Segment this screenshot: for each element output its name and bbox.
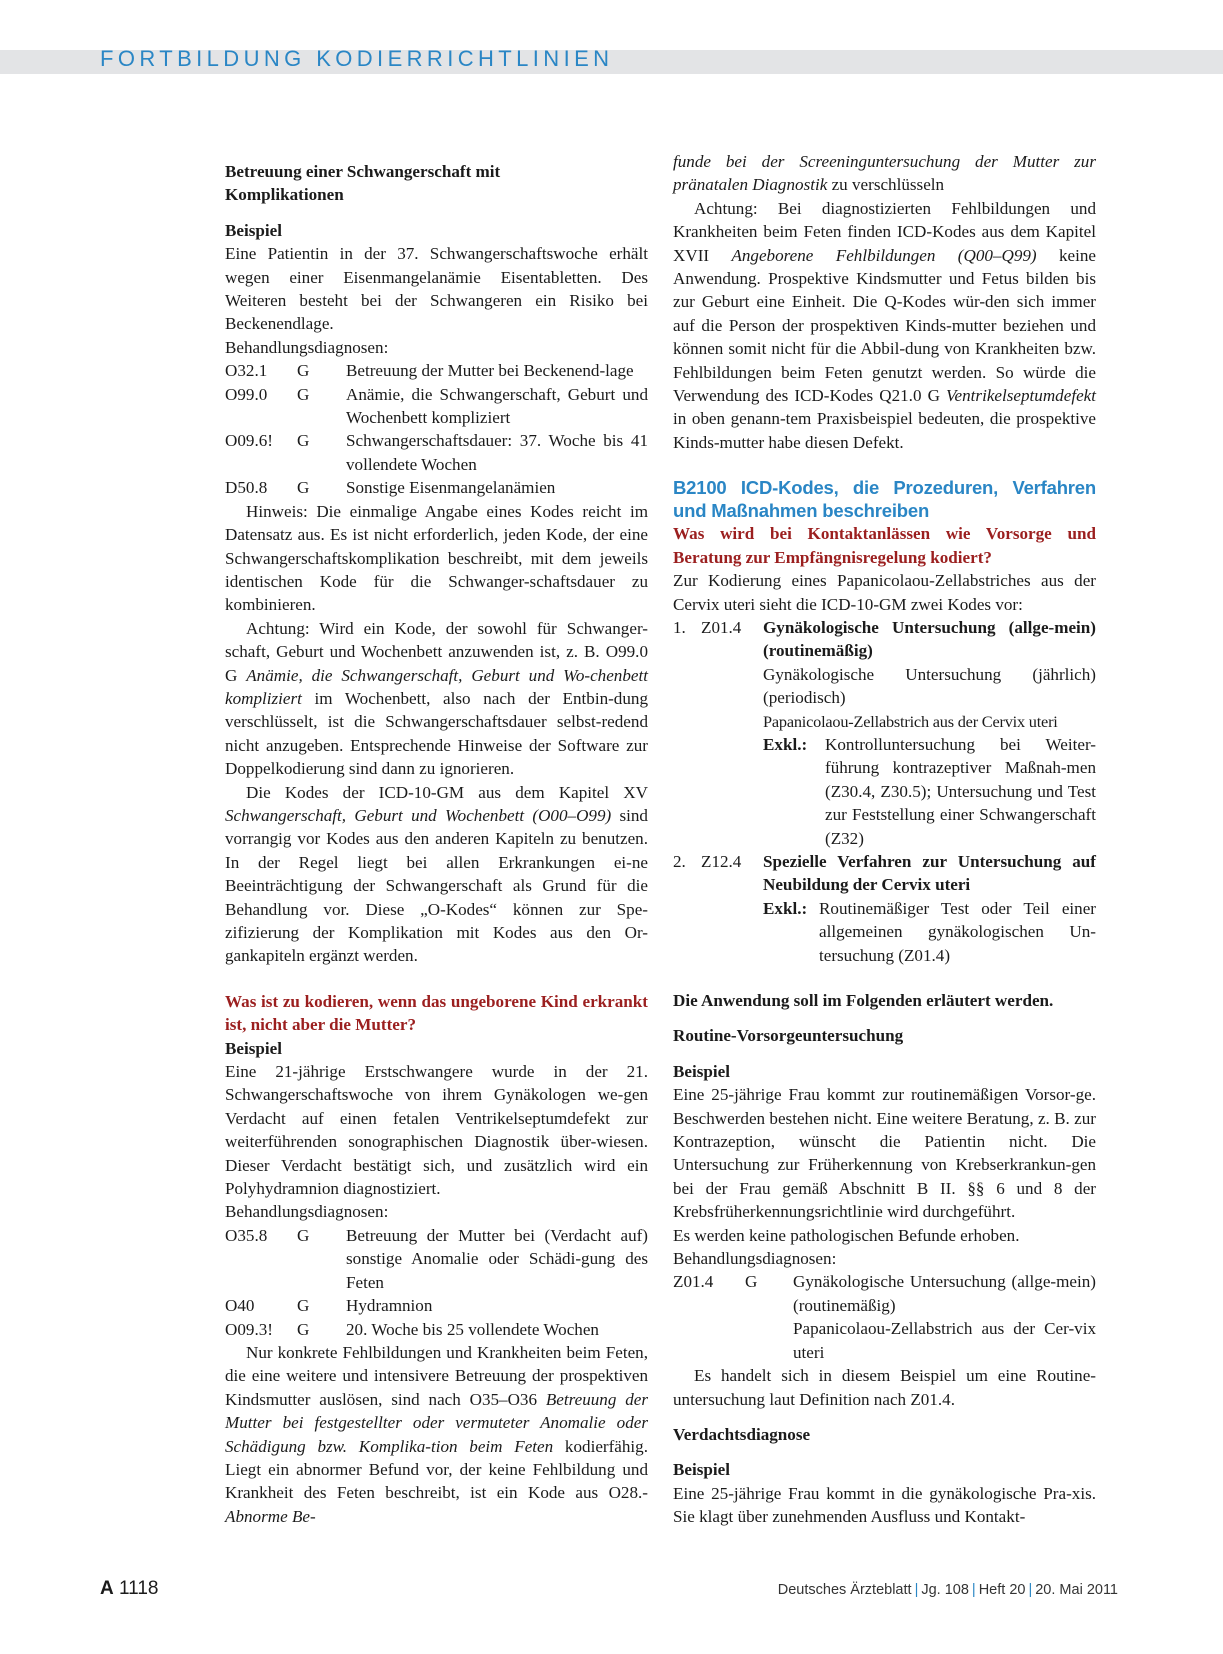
text-run: keine Anwendung. Prospektive Kindsmutter und Fetus bilden bis zur Geburt eine Einheit. Die Q-Kodes wür-den sich immer auf die Person der prospektiven Kinds-mutter beziehen und können somit nicht für die Abbil-dung von Krankheiten bzw. Fehlbildungen beim Feten genutzt werden. So würde die Verwendung des ICD-Kodes Q21.0 G <box>673 245 1096 406</box>
inclusion-line: Papanicolaou-Zellabstrich aus der Cervix uteri <box>763 711 1058 731</box>
diagnosis-code: Z01.4 <box>673 1272 714 1292</box>
example-label: Beispiel <box>673 1061 730 1081</box>
question-heading: Was wird bei Kontaktanlässen wie Vorsorge und Beratung zur Empfängnisregelung kodiert? <box>673 524 1096 567</box>
list-number: 1. <box>673 617 686 637</box>
icd-title: Gynäkologische Untersuchung (allge-mein) (routinemäßig) <box>763 617 1096 661</box>
icd-code: Z01.4 <box>701 617 742 637</box>
exclusion <box>763 733 1096 850</box>
diagnosis-flag: G <box>297 1319 310 1339</box>
italic-run: Abnorme Be- <box>225 1506 316 1526</box>
diagnosis-code: O40 <box>225 1296 255 1316</box>
icd-code: Z12.4 <box>701 851 742 871</box>
italic-run: Betreuung der Mutter bei festgestellter oder vermuteter Anomalie oder Schädigung bzw. Komplika-tion beim Feten <box>225 1389 648 1456</box>
bold-statement: Die Anwendung soll im Folgenden erläutert werden. <box>673 991 1054 1010</box>
diagnoses-label: Behandlungsdiagnosen: <box>225 1202 389 1222</box>
diagnosis-row <box>225 1318 648 1341</box>
text-run: zu verschlüsseln <box>827 175 945 195</box>
paragraph <box>225 1341 648 1528</box>
icd-exclusions <box>673 897 1096 967</box>
exclusion-label: Exkl.: <box>763 898 808 918</box>
diagnosis-text: Sonstige Eisenmangelanämien <box>346 478 556 498</box>
italic-run: funde bei der Screeninguntersuchung der Mutter zur pränatalen Diagnostik <box>673 152 1096 195</box>
right-column <box>673 150 1096 1529</box>
paragraph: Eine 21-jährige Erstschwangere wurde in der 21. Schwangerschaftswoche von ihrem Gynäkologen we-gen Verdacht auf einen fetalen Ventrikelseptumdefekt zur weiterführenden sonographischen Diagnostik über-wiesen. Dieser Verdacht bestätigt sich, und zusätzlich wird ein Polyhydramnion diagnostiziert. <box>225 1062 648 1199</box>
separator: | <box>971 1582 976 1598</box>
paragraph: Eine Patientin in der 37. Schwangerschaftswoche erhält wegen einer Eisenmangelanämie Eisentabletten. Des Weiteren besteht bei der Schwangeren ein Risiko bei Beckenendlage. <box>225 244 648 334</box>
italic-run: Schwangerschaft, Geburt und Wochenbett (O00–O99) <box>225 805 612 825</box>
diagnosis-code: O09.3! <box>225 1319 273 1339</box>
italic-run: Ventrikelseptumdefekt <box>946 386 1096 406</box>
text-run: im Wochenbett, also nach der Entbin-dung verschlüsselt, ist die Schwangerschaftsdauer selbst-redend nicht anzugeben. Entsprechende Hinweise der Software zur Doppelkodierung sind dann zu ignorieren. <box>225 688 648 779</box>
section-heading <box>225 160 648 207</box>
journal-issue: Heft 20 <box>978 1582 1026 1598</box>
text-run: Achtung: Wird ein Kode, der sowohl für Schwanger-schaft, Geburt und Wochenbett anzuwenden ist, z. B. O99.0 G <box>225 618 648 685</box>
diagnosis-flag: G <box>297 384 310 404</box>
diagnosis-text <box>793 1270 1096 1364</box>
icd-code-entry <box>673 616 1096 663</box>
paragraph: Es werden keine pathologischen Befunde erhoben. <box>673 1225 1020 1245</box>
example-label: Beispiel <box>225 1038 282 1058</box>
left-column <box>225 160 648 1528</box>
diagnosis-row <box>673 1270 1096 1364</box>
hint-paragraph: Hinweis: Die einmalige Angabe eines Kodes reicht im Datensatz aus. Es ist nicht erforderlich, jeden Kode, der eine Schwangerschaftskomplikation beschreibt, mit dem jeweils identischen Kode für die Schwanger-schaftsdauer zu kombinieren. <box>225 501 648 615</box>
question-heading: Was ist zu kodieren, wenn das ungeborene Kind erkrankt ist, nicht aber die Mutter? <box>225 991 648 1035</box>
separator: | <box>914 1582 919 1598</box>
diagnosis-list <box>225 359 648 499</box>
page-number <box>100 1578 158 1600</box>
text-run: Die Kodes der ICD-10-GM aus dem Kapitel XV <box>246 782 648 802</box>
journal-volume: Jg. 108 <box>921 1582 969 1598</box>
page-number-value: 1118 <box>119 1578 159 1599</box>
guideline-heading: B2100 ICD-Kodes, die Prozeduren, Verfahren und Maßnahmen beschreiben <box>673 477 1096 522</box>
icd-code-entry <box>673 850 1096 897</box>
section-header-title: FORTBILDUNG KODIERRICHTLINIEN <box>100 46 614 71</box>
diagnosis-text: 20. Woche bis 25 vollendete Wochen <box>346 1319 599 1339</box>
text-run: sind vorrangig vor Kodes aus den anderen Kapiteln zu benutzen. In der Regel liegt bei allen Erkrankungen ei-ne Beeinträchtigung der Schwangerschaft als Grund für die Behandlung vor. Diese „O-Kodes“ können zur Spe-zifizierung der Komplikation mit Kodes aus den Or-gankapiteln ergänzt werden. <box>225 805 648 966</box>
example-label: Beispiel <box>225 220 282 240</box>
paragraph: Eine 25-jährige Frau kommt zur routinemäßigen Vorsor-ge. Beschwerden bestehen nicht. Eine weitere Beratung, z. B. zur Kontrazeption, wünscht die Patientin nicht. Die Untersuchung zur Früherkennung von Krebserkrankun-gen bei der Frau gemäß Abschnitt B II. §§ 6 und 8 der Krebsfrüherkennungsrichtlinie wird durchgeführt. <box>673 1085 1096 1222</box>
caution-paragraph <box>225 617 648 781</box>
diagnoses-label: Behandlungsdiagnosen: <box>673 1249 837 1269</box>
list-number: 2. <box>673 851 686 871</box>
exclusion-label: Exkl.: <box>763 734 808 754</box>
diagnosis-list <box>225 1224 648 1341</box>
diagnosis-text: Hydramnion <box>346 1296 433 1316</box>
diagnosis-row <box>225 476 648 499</box>
italic-run: Anämie, die Schwangerschaft, Geburt und Wo-chenbett kompliziert <box>225 665 648 708</box>
diagnosis-text-line: Papanicolaou-Zellabstrich aus der Cer-vix uteri <box>793 1319 1096 1362</box>
diagnosis-code: O99.0 <box>225 384 268 404</box>
italic-run: Angeborene Fehlbildungen (Q00–Q99) <box>731 245 1037 265</box>
diagnosis-flag: G <box>297 1225 310 1245</box>
diagnosis-row <box>225 1294 648 1317</box>
journal-name: Deutsches Ärzteblatt <box>777 1582 912 1598</box>
exclusion <box>763 897 1096 967</box>
separator: | <box>1028 1582 1033 1598</box>
inclusion-line: Gynäkologische Untersuchung (jährlich) (periodisch) <box>763 664 1096 708</box>
diagnosis-flag: G <box>745 1272 758 1292</box>
diagnosis-flag: G <box>297 1296 310 1316</box>
diagnosis-code: D50.8 <box>225 478 268 498</box>
icd-inclusions <box>673 663 1096 850</box>
subsection-heading: Routine-Vorsorgeuntersuchung <box>673 1026 904 1046</box>
paragraph <box>225 781 648 968</box>
diagnoses-label: Behandlungsdiagnosen: <box>225 337 389 357</box>
subsection-heading: Verdachtsdiagnose <box>673 1424 811 1444</box>
paragraph: Es handelt sich in diesem Beispiel um eine Routine-untersuchung laut Definition nach Z01.4. <box>673 1366 1096 1409</box>
diagnosis-row <box>225 359 648 382</box>
diagnosis-code: O35.8 <box>225 1225 268 1245</box>
diagnosis-text: Betreuung der Mutter bei (Verdacht auf) sonstige Anomalie oder Schädi-gung des Feten <box>346 1225 648 1292</box>
diagnosis-row <box>225 1224 648 1294</box>
icd-title: Spezielle Verfahren zur Untersuchung auf Neubildung der Cervix uteri <box>763 851 1096 895</box>
diagnosis-text: Schwangerschaftsdauer: 37. Woche bis 41 vollendete Wochen <box>346 431 648 474</box>
section-heading-line: Betreuung einer Schwangerschaft mit <box>225 162 501 181</box>
text-run: Achtung: Bei diagnostizierten Fehlbildungen und Krankheiten beim Feten finden ICD-Kodes aus dem Kapitel XVII <box>673 198 1096 265</box>
journal-date: 20. Mai 2011 <box>1035 1582 1118 1598</box>
text-run: in oben genann-tem Praxisbeispiel bedeuten, die prospektive Kinds-mutter habe diesen Defekt. <box>673 409 1096 452</box>
diagnosis-row <box>225 383 648 430</box>
diagnosis-row <box>225 429 648 476</box>
diagnosis-text: Anämie, die Schwangerschaft, Geburt und Wochenbett kompliziert <box>346 384 648 428</box>
exclusion-text: Kontrolluntersuchung bei Weiter-führung kontrazeptiver Maßnah-men (Z30.4, Z30.5); Untersuchung und Test zur Feststellung einer Schwangerschaft (Z32) <box>825 734 1096 848</box>
diagnosis-flag: G <box>297 478 310 498</box>
diagnosis-code: O09.6! <box>225 431 273 451</box>
diagnosis-flag: G <box>297 431 310 451</box>
diagnosis-text: Betreuung der Mutter bei Beckenend-lage <box>346 361 634 381</box>
text-run: Nur konkrete Fehlbildungen und Krankheiten beim Feten, die eine weitere und intensivere Betreuung der prospektiven Kindsmutter auslösen, sind nach O35–O36 <box>225 1342 648 1409</box>
paragraph: Zur Kodierung eines Papanicolaou-Zellabstriches aus der Cervix uteri sieht die ICD-10-GM zwei Kodes vor: <box>673 571 1096 614</box>
diagnosis-code: O32.1 <box>225 361 268 381</box>
caution-paragraph <box>673 197 1096 454</box>
diagnosis-text-line: Gynäkologische Untersuchung (allge-mein) (routinemäßig) <box>793 1272 1096 1315</box>
text-run: kodierfähig. Liegt ein abnormer Befund vor, der keine Fehlbildung und Krankheit des Feten beschreibt, ist ein Kode aus O28.- <box>225 1436 648 1503</box>
paragraph: Eine 25-jährige Frau kommt in die gynäkologische Pra-xis. Sie klagt über zunehmenden Ausfluss und Kontakt- <box>673 1483 1096 1527</box>
page-prefix: A <box>100 1578 114 1599</box>
continued-paragraph <box>673 150 1096 197</box>
exclusion-text: Routinemäßiger Test oder Teil einer allgemeinen gynäkologischen Un-tersuchung (Z01.4) <box>819 898 1096 965</box>
diagnosis-flag: G <box>297 361 310 381</box>
section-heading-line: Komplikationen <box>225 185 344 205</box>
example-label: Beispiel <box>673 1460 730 1480</box>
journal-citation <box>778 1582 1118 1598</box>
